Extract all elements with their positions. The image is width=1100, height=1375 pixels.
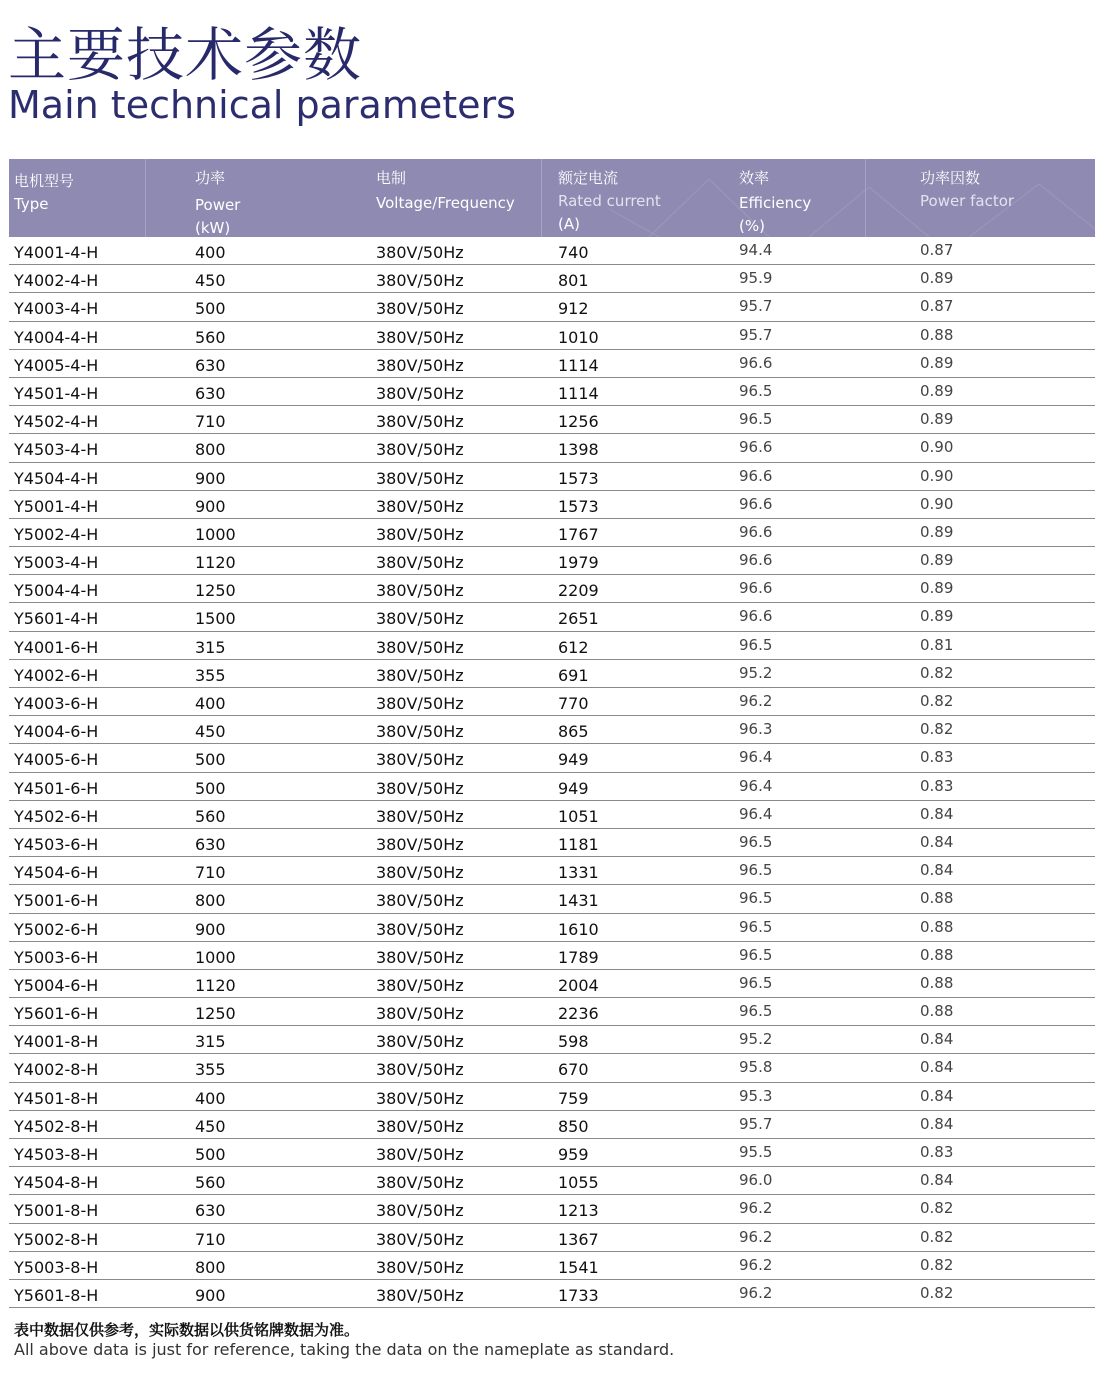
cell-efficiency: 96.4 [739, 776, 773, 795]
cell-current: 1331 [558, 863, 599, 883]
table-row [9, 942, 1095, 970]
cell-current: 1010 [558, 327, 599, 347]
cell-power-factor: 0.89 [920, 269, 954, 288]
cell-power: 900 [195, 1285, 226, 1305]
cell-type: Y5601-8-H [14, 1285, 99, 1305]
cell-type: Y5004-6-H [14, 975, 99, 995]
cell-voltage: 380V/50Hz [376, 1229, 464, 1249]
cell-voltage: 380V/50Hz [376, 750, 464, 770]
cell-current: 598 [558, 1032, 589, 1052]
cell-type: Y4001-8-H [14, 1032, 99, 1052]
cell-type: Y4502-6-H [14, 806, 99, 826]
table-row [9, 1054, 1095, 1082]
table-row [9, 237, 1095, 265]
table-row [9, 885, 1095, 913]
table-row [9, 801, 1095, 829]
cell-power: 560 [195, 327, 226, 347]
cell-power-factor: 0.82 [920, 720, 954, 739]
cell-efficiency: 95.8 [739, 1058, 773, 1077]
cell-power-factor: 0.84 [920, 1030, 954, 1049]
cell-power-factor: 0.89 [920, 579, 954, 598]
cell-power: 1120 [195, 975, 236, 995]
cell-type: Y4002-8-H [14, 1060, 99, 1080]
cell-efficiency: 95.3 [739, 1086, 773, 1105]
header-power-unit: (kW) [195, 219, 231, 237]
cell-voltage: 380V/50Hz [376, 1257, 464, 1277]
table-row [9, 660, 1095, 688]
cell-current: 1398 [558, 440, 599, 460]
header-power-factor-zh: 功率因数 [920, 169, 981, 187]
cell-type: Y4002-6-H [14, 665, 99, 685]
header-efficiency [739, 159, 909, 237]
cell-power: 630 [195, 383, 226, 403]
cell-type: Y4003-4-H [14, 299, 99, 319]
cell-type: Y5001-4-H [14, 496, 99, 516]
cell-power: 1120 [195, 553, 236, 573]
cell-current: 1431 [558, 891, 599, 911]
cell-power-factor: 0.90 [920, 494, 954, 513]
cell-voltage: 380V/50Hz [376, 863, 464, 883]
cell-efficiency: 96.6 [739, 607, 773, 626]
cell-type: Y4001-6-H [14, 637, 99, 657]
footnote-zh: 表中数据仅供参考，实际数据以供货铭牌数据为准。 [14, 1321, 360, 1339]
table-row [9, 378, 1095, 406]
cell-power-factor: 0.89 [920, 522, 954, 541]
table-row [9, 406, 1095, 434]
cell-type: Y5601-6-H [14, 1004, 99, 1024]
cell-current: 2004 [558, 975, 599, 995]
cell-efficiency: 96.6 [739, 353, 773, 372]
cell-current: 2651 [558, 609, 599, 629]
cell-power-factor: 0.82 [920, 1227, 954, 1246]
table-row [9, 1139, 1095, 1167]
cell-power-factor: 0.84 [920, 1114, 954, 1133]
cell-voltage: 380V/50Hz [376, 1173, 464, 1193]
header-current-unit: (A) [558, 215, 580, 233]
cell-power: 1000 [195, 524, 236, 544]
cell-voltage: 380V/50Hz [376, 975, 464, 995]
cell-power: 400 [195, 243, 226, 262]
cell-power-factor: 0.88 [920, 917, 954, 936]
cell-current: 949 [558, 778, 589, 798]
cell-current: 912 [558, 299, 589, 319]
cell-efficiency: 96.5 [739, 917, 773, 936]
cell-power: 710 [195, 863, 226, 883]
cell-type: Y5001-6-H [14, 891, 99, 911]
cell-current: 691 [558, 665, 589, 685]
table-row [9, 322, 1095, 350]
table-row [9, 1224, 1095, 1252]
cell-type: Y4004-4-H [14, 327, 99, 347]
cell-power: 450 [195, 271, 226, 291]
cell-efficiency: 96.5 [739, 945, 773, 964]
cell-power: 630 [195, 834, 226, 854]
cell-current: 1610 [558, 919, 599, 939]
cell-current: 850 [558, 1116, 589, 1136]
cell-power-factor: 0.84 [920, 1086, 954, 1105]
cell-efficiency: 95.2 [739, 663, 773, 682]
header-efficiency-unit: (%) [739, 217, 765, 235]
cell-power: 500 [195, 299, 226, 319]
cell-efficiency: 96.6 [739, 579, 773, 598]
cell-efficiency: 96.4 [739, 804, 773, 823]
cell-power: 710 [195, 412, 226, 432]
cell-voltage: 380V/50Hz [376, 1201, 464, 1221]
cell-voltage: 380V/50Hz [376, 383, 464, 403]
cell-efficiency: 96.5 [739, 1002, 773, 1021]
cell-efficiency: 95.2 [739, 1030, 773, 1049]
cell-type: Y5003-6-H [14, 947, 99, 967]
cell-current: 1114 [558, 355, 599, 375]
cell-voltage: 380V/50Hz [376, 919, 464, 939]
cell-efficiency: 96.5 [739, 889, 773, 908]
table-row [9, 293, 1095, 321]
cell-current: 949 [558, 750, 589, 770]
cell-voltage: 380V/50Hz [376, 806, 464, 826]
cell-efficiency: 96.6 [739, 438, 773, 457]
cell-power: 1250 [195, 1004, 236, 1024]
cell-power: 560 [195, 806, 226, 826]
header-voltage-zh: 电制 [376, 169, 407, 187]
cell-power-factor: 0.83 [920, 776, 954, 795]
cell-efficiency: 96.6 [739, 466, 773, 485]
cell-power-factor: 0.87 [920, 241, 954, 259]
cell-current: 612 [558, 637, 589, 657]
cell-power: 500 [195, 1145, 226, 1164]
table-row [9, 1167, 1095, 1195]
cell-power-factor: 0.88 [920, 325, 954, 344]
cell-efficiency: 95.7 [739, 1114, 773, 1133]
cell-current: 1213 [558, 1201, 599, 1221]
table-row [9, 603, 1095, 631]
cell-power: 1500 [195, 609, 236, 629]
cell-type: Y4001-4-H [14, 243, 99, 262]
cell-current: 770 [558, 694, 589, 713]
cell-efficiency: 96.6 [739, 551, 773, 570]
header-current-en: Rated current [558, 192, 661, 210]
table-row [9, 1083, 1095, 1111]
cell-voltage: 380V/50Hz [376, 1145, 464, 1164]
cell-type: Y4504-4-H [14, 468, 99, 488]
cell-voltage: 380V/50Hz [376, 496, 464, 516]
cell-power-factor: 0.84 [920, 1058, 954, 1077]
cell-power-factor: 0.89 [920, 353, 954, 372]
cell-power-factor: 0.89 [920, 410, 954, 429]
table-row [9, 265, 1095, 293]
header-type-en: Type [14, 195, 49, 213]
header-power [195, 159, 365, 237]
cell-type: Y5004-4-H [14, 581, 99, 601]
cell-power: 450 [195, 722, 226, 742]
cell-voltage: 380V/50Hz [376, 1032, 464, 1052]
table-row [9, 1252, 1095, 1280]
cell-power: 400 [195, 694, 226, 713]
cell-efficiency: 96.0 [739, 1171, 773, 1190]
cell-type: Y4501-6-H [14, 778, 99, 798]
cell-power: 355 [195, 1060, 226, 1080]
table-row [9, 1026, 1095, 1054]
cell-power: 800 [195, 1257, 226, 1277]
cell-type: Y4504-6-H [14, 863, 99, 883]
cell-power-factor: 0.82 [920, 1283, 954, 1302]
cell-power: 710 [195, 1229, 226, 1249]
cell-power-factor: 0.83 [920, 748, 954, 767]
cell-power: 450 [195, 1116, 226, 1136]
cell-power: 900 [195, 468, 226, 488]
table-row [9, 970, 1095, 998]
header-voltage [376, 159, 546, 237]
cell-type: Y5002-8-H [14, 1229, 99, 1249]
cell-voltage: 380V/50Hz [376, 722, 464, 742]
cell-type: Y4503-8-H [14, 1145, 99, 1164]
table-header [9, 159, 1095, 237]
table-body [9, 237, 1095, 1308]
cell-current: 1114 [558, 383, 599, 403]
cell-power: 630 [195, 1201, 226, 1221]
cell-efficiency: 96.5 [739, 973, 773, 992]
cell-power-factor: 0.89 [920, 607, 954, 626]
cell-type: Y4003-6-H [14, 694, 99, 713]
cell-voltage: 380V/50Hz [376, 637, 464, 657]
cell-power-factor: 0.89 [920, 551, 954, 570]
table-row [9, 857, 1095, 885]
cell-voltage: 380V/50Hz [376, 891, 464, 911]
cell-efficiency: 95.9 [739, 269, 773, 288]
cell-efficiency: 96.2 [739, 1227, 773, 1246]
cell-type: Y4504-8-H [14, 1173, 99, 1193]
cell-efficiency: 95.5 [739, 1143, 773, 1161]
cell-type: Y5001-8-H [14, 1201, 99, 1221]
table-row [9, 744, 1095, 772]
cell-voltage: 380V/50Hz [376, 243, 464, 262]
cell-power: 315 [195, 1032, 226, 1052]
cell-efficiency: 96.2 [739, 692, 773, 710]
cell-voltage: 380V/50Hz [376, 1116, 464, 1136]
table-row [9, 463, 1095, 491]
cell-type: Y4502-4-H [14, 412, 99, 432]
cell-power: 1000 [195, 947, 236, 967]
cell-efficiency: 96.5 [739, 410, 773, 429]
cell-voltage: 380V/50Hz [376, 1285, 464, 1305]
cell-current: 1055 [558, 1173, 599, 1193]
cell-type: Y4503-6-H [14, 834, 99, 854]
table-row [9, 998, 1095, 1026]
cell-power-factor: 0.82 [920, 1199, 954, 1218]
cell-current: 1367 [558, 1229, 599, 1249]
cell-current: 1256 [558, 412, 599, 432]
cell-power: 400 [195, 1088, 226, 1108]
cell-current: 759 [558, 1088, 589, 1108]
cell-current: 1573 [558, 468, 599, 488]
page-title-en: Main technical parameters [8, 83, 516, 127]
cell-type: Y5003-8-H [14, 1257, 99, 1277]
cell-power-factor: 0.81 [920, 635, 954, 654]
footnote-en: All above data is just for reference, taking the data on the nameplate as standard. [14, 1340, 675, 1359]
cell-voltage: 380V/50Hz [376, 665, 464, 685]
cell-type: Y4005-6-H [14, 750, 99, 770]
cell-voltage: 380V/50Hz [376, 834, 464, 854]
cell-power: 900 [195, 496, 226, 516]
table-row [9, 350, 1095, 378]
table-row [9, 547, 1095, 575]
cell-efficiency: 96.4 [739, 748, 773, 767]
cell-power: 630 [195, 355, 226, 375]
header-current [558, 159, 728, 237]
cell-current: 1767 [558, 524, 599, 544]
header-type-zh: 电机型号 [14, 172, 75, 190]
cell-power-factor: 0.84 [920, 832, 954, 851]
cell-type: Y4501-8-H [14, 1088, 99, 1108]
cell-efficiency: 96.2 [739, 1283, 773, 1302]
cell-efficiency: 96.2 [739, 1199, 773, 1218]
cell-power-factor: 0.88 [920, 973, 954, 992]
cell-power: 560 [195, 1173, 226, 1193]
cell-current: 1573 [558, 496, 599, 516]
cell-efficiency: 96.5 [739, 832, 773, 851]
cell-voltage: 380V/50Hz [376, 468, 464, 488]
cell-efficiency: 96.6 [739, 494, 773, 513]
cell-current: 959 [558, 1145, 589, 1164]
cell-efficiency: 94.4 [739, 241, 773, 259]
cell-voltage: 380V/50Hz [376, 1060, 464, 1080]
cell-type: Y5002-6-H [14, 919, 99, 939]
cell-power-factor: 0.88 [920, 945, 954, 964]
cell-type: Y4002-4-H [14, 271, 99, 291]
header-power-factor [920, 159, 1090, 237]
cell-power: 800 [195, 891, 226, 911]
cell-voltage: 380V/50Hz [376, 694, 464, 713]
header-power-factor-en: Power factor [920, 192, 1015, 210]
cell-type: Y4502-8-H [14, 1116, 99, 1136]
cell-type: Y5003-4-H [14, 553, 99, 573]
cell-voltage: 380V/50Hz [376, 581, 464, 601]
cell-power: 1250 [195, 581, 236, 601]
cell-voltage: 380V/50Hz [376, 1088, 464, 1108]
header-voltage-en: Voltage/Frequency [376, 194, 515, 212]
table-row [9, 914, 1095, 942]
cell-efficiency: 95.7 [739, 325, 773, 344]
header-divider [145, 159, 146, 237]
cell-efficiency: 96.5 [739, 635, 773, 654]
table-row [9, 1111, 1095, 1139]
cell-power-factor: 0.84 [920, 804, 954, 823]
header-efficiency-en: Efficiency [739, 194, 812, 212]
cell-voltage: 380V/50Hz [376, 609, 464, 629]
cell-power: 800 [195, 440, 226, 460]
cell-voltage: 380V/50Hz [376, 440, 464, 460]
cell-efficiency: 96.5 [739, 381, 773, 400]
cell-current: 2209 [558, 581, 599, 601]
header-power-zh: 功率 [195, 169, 226, 187]
cell-type: Y5002-4-H [14, 524, 99, 544]
header-current-zh: 额定电流 [558, 169, 619, 187]
cell-power-factor: 0.84 [920, 861, 954, 880]
cell-voltage: 380V/50Hz [376, 1004, 464, 1024]
cell-type: Y4501-4-H [14, 383, 99, 403]
cell-power: 900 [195, 919, 226, 939]
table-row [9, 491, 1095, 519]
cell-efficiency: 96.5 [739, 861, 773, 880]
cell-voltage: 380V/50Hz [376, 553, 464, 573]
table-row [9, 519, 1095, 547]
cell-power-factor: 0.82 [920, 692, 954, 710]
parameters-table [9, 159, 1095, 1308]
cell-current: 1979 [558, 553, 599, 573]
cell-current: 1051 [558, 806, 599, 826]
cell-power-factor: 0.90 [920, 438, 954, 457]
cell-current: 801 [558, 271, 589, 291]
cell-voltage: 380V/50Hz [376, 412, 464, 432]
cell-power: 500 [195, 750, 226, 770]
cell-current: 2236 [558, 1004, 599, 1024]
cell-power: 500 [195, 778, 226, 798]
table-row [9, 688, 1095, 716]
cell-power-factor: 0.82 [920, 1255, 954, 1274]
cell-power-factor: 0.90 [920, 466, 954, 485]
cell-voltage: 380V/50Hz [376, 947, 464, 967]
cell-voltage: 380V/50Hz [376, 271, 464, 291]
cell-type: Y4503-4-H [14, 440, 99, 460]
cell-power-factor: 0.88 [920, 889, 954, 908]
cell-power-factor: 0.88 [920, 1002, 954, 1021]
table-row [9, 434, 1095, 462]
cell-power: 315 [195, 637, 226, 657]
cell-power-factor: 0.84 [920, 1171, 954, 1190]
cell-power-factor: 0.82 [920, 663, 954, 682]
cell-type: Y5601-4-H [14, 609, 99, 629]
table-row [9, 773, 1095, 801]
header-power-en: Power [195, 196, 241, 214]
cell-efficiency: 96.3 [739, 720, 773, 739]
table-row [9, 1280, 1095, 1308]
cell-efficiency: 95.7 [739, 297, 773, 316]
table-row [9, 632, 1095, 660]
table-row [9, 1195, 1095, 1223]
cell-current: 740 [558, 243, 589, 262]
cell-power: 355 [195, 665, 226, 685]
cell-voltage: 380V/50Hz [376, 778, 464, 798]
page-title-zh: 主要技术参数 [8, 21, 363, 89]
table-row [9, 575, 1095, 603]
cell-current: 670 [558, 1060, 589, 1080]
cell-power-factor: 0.89 [920, 381, 954, 400]
cell-efficiency: 96.6 [739, 522, 773, 541]
cell-power-factor: 0.83 [920, 1143, 954, 1161]
cell-type: Y4004-6-H [14, 722, 99, 742]
cell-voltage: 380V/50Hz [376, 355, 464, 375]
cell-voltage: 380V/50Hz [376, 524, 464, 544]
cell-current: 1789 [558, 947, 599, 967]
cell-current: 1541 [558, 1257, 599, 1277]
cell-current: 865 [558, 722, 589, 742]
header-type [14, 159, 144, 237]
header-efficiency-zh: 效率 [739, 169, 770, 187]
table-row [9, 829, 1095, 857]
cell-power-factor: 0.87 [920, 297, 954, 316]
cell-efficiency: 96.2 [739, 1255, 773, 1274]
cell-voltage: 380V/50Hz [376, 299, 464, 319]
cell-type: Y4005-4-H [14, 355, 99, 375]
cell-voltage: 380V/50Hz [376, 327, 464, 347]
cell-current: 1733 [558, 1285, 599, 1305]
cell-current: 1181 [558, 834, 599, 854]
table-row [9, 716, 1095, 744]
